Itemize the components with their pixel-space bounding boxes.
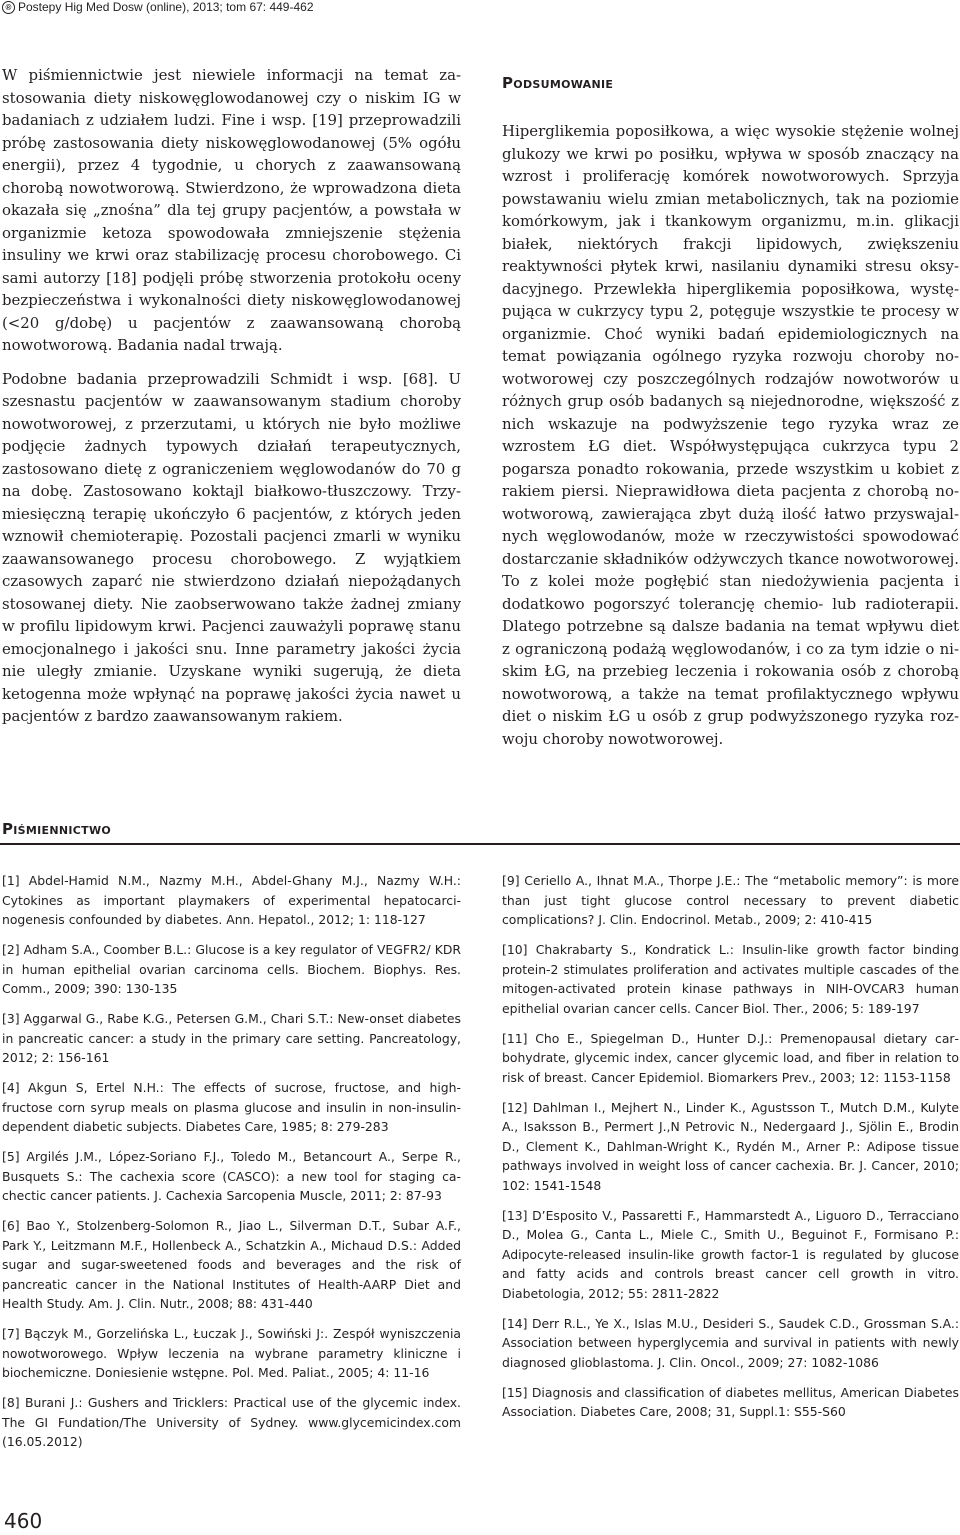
body-paragraph: W piśmiennictwie jest niewiele informacji na temat zastosowania diety niskowęglowodanowej czy o niskim IG w badaniach z udziałem ludzi. Fine i wsp. [19] przeprowadzili próbę zastosowania diety niskowęglowodanowej (5% ogółu energii), przez 4 tygodnie, u chorych z zaawansowaną chorobą nowotworową. Stwierdzono, że wprowadzona dieta okazała się „znośna” dla tej grupy pacjentów, a powstała w organizmie ketoza spowodowała zmniejszenie stężenia insuliny we krwi oraz stabilizację procesu chorobowego. Ci sami autorzy [18] podjęli próbę stworzenia protokołu oceny bezpieczeństwa i wykonalności diety niskowęglowodanowej (<20 g/dobę) u pacjentów z zaawansowaną chorobą nowotworową. Badania nadal trwają. [2,66,461,354]
body-paragraph: Podobne badania przeprowadzili Schmidt i wsp. [68]. U szesnastu pacjentów w zaawansowanym stadium choroby nowotworowej, z przerzutami, u których nie było możliwe podjęcie żadnych typowych działań terapeutycznych, zastosowano dietę z ograniczeniem węglowodanów do 70 g na dobę. Zastosowano koktajl białkowo-tłuszczowy. Trzymiesięczną terapię ukończyło 6 pacjentów, z których jeden wznowił chemioterapię. Pozostali pacjenci zmarli w wyniku zaawansowanego procesu chorobowego. Z wyjątkiem czasowych zaparć nie stwierdzono działań niepożądanych stosowanej diety. Nie zaobserwowano także żadnej zmiany w profilu lipidowym krwi. Pacjenci zauważyli poprawę stanu emocjonalnego i jakości snu. Inne parametry jakości życia nie uległy zmianie. Uzyskane wyniki sugerują, że dieta ketogenna może wpłynąć na poprawę jakości życia nawet u pacjentów z bardzo zaawansowanym rakiem. [2,369,461,725]
reference-item: [5] Argilés J.M., López-Soriano F.J., Toledo M., Betancourt A., Serpe R., Busquets S.: The cachexia score (CASCO): a new tool for staging cachectic cancer patients. J. Cachexia Sarcopenia Muscle, 2011; 2: 87-93 [2,1149,461,1203]
reference-item: [12] Dahlman I., Mejhert N., Linder K., Agustsson T., Mutch D.M., Kulyte A., Isaksson B., Permert J.,N Petrovic N., Nedergaard J., Sjölin E., Brodin D., Clement K., Dahlman-Wright K., Rydén M., Arner P.: Adipose tissue pathways involved in weight loss of cancer cachexia. Br. J. Cancer, 2010; 102: 1541-1548 [502,1099,959,1193]
reference-item: [1] Abdel-Hamid N.M., Nazmy M.H., Abdel-Ghany M.J., Nazmy W.H.: Cytokines as important playmakers of experimental hepatocarcinogenesis confounded by diabetes. Ann. Hepatol., 2012; 1: 118-127 [2,873,461,927]
left-text-column [2,64,461,728]
reference-item: [7] Bączyk M., Gorzelińska L., Łuczak J., Sowiński J:. Zespół wyniszczenia nowotworowego. Wpływ leczenia na wybrane parametry kliniczne i biochemiczne. Doniesienie wstępne. Pol. Med. Paliat., 2005; 4: 11-16 [2,1326,461,1380]
reference-item: [11] Cho E., Spiegelman D., Hunter D.J.: Premenopausal dietary carbohydrate, glycemic index, cancer glycemic load, and fiber in relation to risk of breast. Cancer Epidemiol. Biomarkers Prev., 2003; 12: 1153-1158 [502,1030,959,1085]
reference-item: [14] Derr R.L., Ye X., Islas M.U., Desideri S., Saudek C.D., Grossman S.A.: Association between hyperglycemia and survival in patients with newly diagnosed glioblastoma. J. Clin. Oncol., 2009; 27: 1082-1086 [502,1315,959,1370]
reference-item: [2] Adham S.A., Coomber B.L.: Glucose is a key regulator of VEGFR2/ KDR in human epithelial ovarian carcinoma cells. Biochem. Biophys. Res. Comm., 2009; 390: 130-135 [2,942,461,996]
reference-item: [15] Diagnosis and classification of diabetes mellitus, American Diabetes Association. Diabetes Care, 2008; 31, Suppl.1: S55-S60 [502,1384,959,1419]
reference-item: [3] Aggarwal G., Rabe K.G., Petersen G.M., Chari S.T.: New-onset diabetes in pancreatic cancer: a study in the primary care setting. Pancreatology, 2012; 2: 156-161 [2,1011,461,1065]
summary-paragraph: Hiperglikemia poposiłkowa, a więc wysokie stężenie wolnej glukozy we krwi po posiłku, wpływa w sposób znaczący na wzrost i proliferację komórek nowotworowych. Sprzyja powstawaniu wielu zmian metabolicznych, tak na poziomie komórkowym, jak i tkankowym organizmu, m.in. glikacji białek, niektórych frakcji lipidowych, zwiększeniu reaktywności płytek krwi, nasilaniu dynamiki stresu oksydacyjnego. Przewlekła hiperglikemia poposiłkowa, występująca w cukrzycy typu 2, potęguje wszystkie te procesy w organizmie. Choć wyniki badań epidemiologicznych na temat powiązania ogólnego ryzyka rozwoju choroby nowotworowej czy poszczególnych rodzajów nowotworów u różnych grup osób badanych są niejednorodne, większość z nich wskazuje na podwyższenie tego ryzyka wraz ze wzrostem ŁG diet. Współwystępująca cukrzyca typu 2 pogarsza ponadto rokowania, przede wszystkim u kobiet z rakiem piersi. Nieprawidłowa dieta pacjenta z chorobą nowotworową, zawierająca zbyt dużą ilość łatwo przyswajalnych węglowodanów, może w rzeczywistości spowodować dostarczanie składników odżywczych tkance nowotworowej. To z kolei może pogłębić stan niedożywienia pacjenta i dodatkowo pogorszyć tolerancję chemio- lub radioterapii. Dlatego potrzebne są dalsze badania na temat wpływu diet z ograniczoną podażą węglowodanów, i co za tym idzie o niskim ŁG, na przebieg leczenia i rokowania osób z chorobą nowotworową, a także na temat profilaktycznego wpływu diet o niskim ŁG u osób z grup podwyższonego ryzyka rozwoju choroby nowotworowej. [502,122,959,748]
right-text-column [502,64,959,750]
reference-item: [9] Ceriello A., Ihnat M.A., Thorpe J.E.: The “metabolic memory”: is more than just tight glucose control necessary to prevent diabetic complications? J. Clin. Endocrinol. Metab., 2009; 2: 410-415 [502,873,959,927]
reference-item: [13] D’Esposito V., Passaretti F., Hammarstedt A., Liguoro D., Terracciano D., Molea G., Canta L., Miele C., Smith U., Beguinot F., Formisano P.: Adipocyte-released insulin-like growth factor-1 is regulated by glucose and fatty acids and controls breast cancer cell growth in vitro. Diabetologia, 2012; 55: 2811-2822 [502,1207,959,1301]
reference-item: [4] Akgun S, Ertel N.H.: The effects of sucrose, fructose, and high-fructose corn syrup meals on plasma glucose and insulin in non-insulin-dependent diabetic subjects. Diabetes Care, 1985; 8: 279-283 [2,1080,461,1134]
registered-logo-icon: ® [2,1,15,14]
reference-item: [6] Bao Y., Stolzenberg-Solomon R., Jiao L., Silverman D.T., Subar A.F., Park Y., Leitzmann M.F., Hollenbeck A., Schatzkin A., Michaud D.S.: Added sugar and sugar-sweetened foods and beverages and the risk of pancreatic cancer in the National Institutes of Health-AARP Diet and Health Study. Am. J. Clin. Nutr., 2008; 88: 431-440 [2,1218,461,1311]
reference-item: [10] Chakrabarty S., Kondratick L.: Insulin-like growth factor binding protein-2 stimulates proliferation and activates multiple cascades of the mitogen-activated protein kinase pathways in NIH-OVCAR3 human epithelial ovarian cancer cells. Cancer Biol. Ther., 2006; 5: 189-197 [502,942,959,1016]
references-divider [0,843,960,845]
running-header [2,0,314,14]
references-right-column [502,871,959,1432]
page-number: 460 [4,1509,43,1533]
references-heading: Piśmiennictwo [2,820,112,838]
reference-item: [8] Burani J.: Gushers and Tricklers: Practical use of the glycemic index. The GI Fundation/The University of Sydney. www.glycemicindex.com (16.05.2012) [2,1395,461,1449]
references-left-column [2,871,461,1462]
journal-citation: Postepy Hig Med Dosw (online), 2013; tom 67: 449-462 [18,0,314,14]
summary-heading: Podsumowanie [502,74,614,92]
